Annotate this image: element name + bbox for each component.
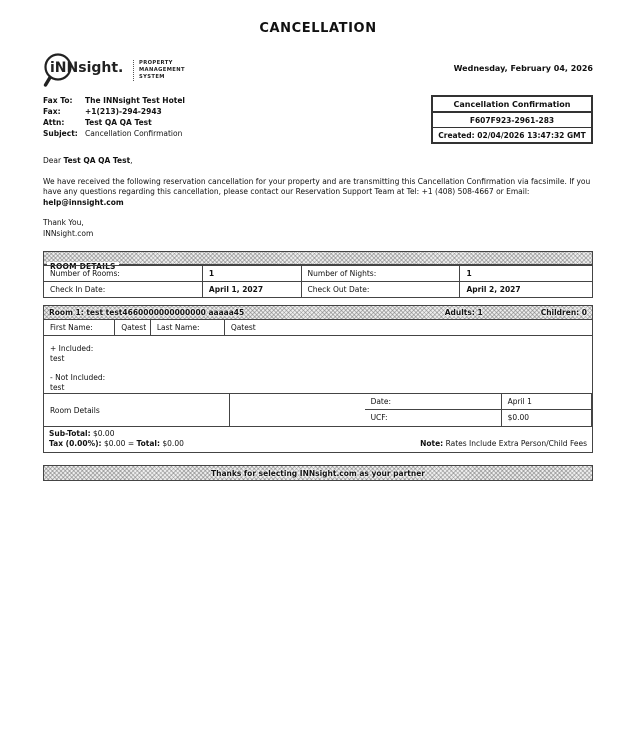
check-in-date-value: April 1, 2027 xyxy=(203,281,302,297)
logo-brand-text: iNNsight. xyxy=(50,60,124,76)
document-title: CANCELLATION xyxy=(259,21,377,36)
tagline-line-2: MANAGEMENT xyxy=(139,66,185,73)
logo-tagline xyxy=(133,60,185,81)
tagline-line-3: SYSTEM xyxy=(139,73,165,80)
included-label: + Included: xyxy=(50,344,94,353)
equals-sign: = xyxy=(127,439,135,448)
attn-value: Test QA QA Test xyxy=(85,118,152,127)
totals-block xyxy=(49,429,184,449)
room-1-title: Room 1: test test4660000000000000 aaaaa45 xyxy=(49,308,245,317)
room-charges-grid xyxy=(43,394,593,427)
note-text: Rates Include Extra Person/Child Fees xyxy=(445,438,587,448)
check-out-date-value: April 2, 2027 xyxy=(460,281,592,297)
not-included-label: - Not Included: xyxy=(50,373,106,382)
footer-text: Thanks for selecting INNsight.com as your partner xyxy=(211,468,425,478)
fax-and-confirmation-row xyxy=(43,95,593,144)
room-1-header-band xyxy=(43,305,593,320)
letter-body xyxy=(43,156,593,239)
subject-row xyxy=(43,128,185,139)
room-1-adults: Adults: 1 xyxy=(444,308,483,317)
check-out-date-label: Check Out Date: xyxy=(302,281,461,297)
fax-number-row xyxy=(43,106,185,117)
fax-number-label: Fax: xyxy=(43,107,61,116)
attn-label: Attn: xyxy=(43,118,65,127)
confirmation-number: F607F923-2961-283 xyxy=(433,113,591,128)
room-details-section-band xyxy=(43,251,593,271)
subject-label: Subject: xyxy=(43,129,78,138)
tax-label: Tax (0.00%): xyxy=(49,439,102,448)
closing-thanks: Thank You, xyxy=(43,218,84,227)
fax-to-row xyxy=(43,95,185,106)
salutation-line xyxy=(43,156,593,167)
subtotal-line xyxy=(49,429,184,439)
subtotal-value: $0.00 xyxy=(93,429,115,438)
fax-to-value: The INNsight Test Hotel xyxy=(85,96,185,105)
salutation-prefix: Dear xyxy=(43,156,64,165)
innsight-logo-mark xyxy=(43,50,127,90)
room-details-section-title: ROOM DETAILS xyxy=(47,262,119,271)
total-label: Total: xyxy=(136,439,160,448)
room-details-table xyxy=(43,265,593,298)
tax-value: $0.00 xyxy=(103,439,126,448)
innsight-logo xyxy=(43,50,185,90)
rates-note xyxy=(420,439,587,450)
date-value: April 1 xyxy=(502,394,592,410)
fax-to-label: Fax To: xyxy=(43,96,73,105)
subtotal-label: Sub-Total: xyxy=(49,429,91,438)
magnifier-logo-icon xyxy=(43,50,127,90)
tagline-line-1: PROPERTY xyxy=(139,59,173,66)
letter-paragraph xyxy=(43,177,593,209)
closing-brand: INNsight.com xyxy=(43,228,94,238)
number-of-nights-label: Number of Nights: xyxy=(302,265,461,281)
last-name-value: Qatest xyxy=(230,323,256,332)
attn-row xyxy=(43,117,185,128)
header-row xyxy=(43,50,593,90)
document-body xyxy=(43,0,593,481)
not-included-value: test xyxy=(50,383,65,392)
letter-paragraph-text: We have received the following reservation cancellation for your property and are transmitting this Cancellation Confirmation via facsimile. If you have any questions regarding this cancellation, please contact our Reservation Support Team at Tel: +1 (408) 508-4667 or Email: xyxy=(43,176,591,196)
number-of-rooms-value: 1 xyxy=(203,265,302,281)
subject-value: Cancellation Confirmation xyxy=(85,129,183,138)
document-date: Wednesday, February 04, 2026 xyxy=(453,64,593,73)
confirmation-box-title: Cancellation Confirmation xyxy=(433,97,591,113)
salutation-suffix: , xyxy=(130,156,133,165)
total-value: $0.00 xyxy=(162,439,184,448)
fax-number-value: +1(213)-294-2943 xyxy=(85,107,162,116)
ucf-label: UCF: xyxy=(365,410,502,426)
last-name-label: Last Name: xyxy=(151,320,225,335)
included-notes-cell xyxy=(43,336,593,394)
room-1-children: Children: 0 xyxy=(540,308,587,317)
confirmation-box xyxy=(431,95,593,144)
included-gap xyxy=(50,364,586,373)
check-in-date-label: Check In Date: xyxy=(44,281,203,297)
confirmation-created: Created: 02/04/2026 13:47:32 GMT xyxy=(438,130,586,140)
number-of-rooms-label: Number of Rooms: xyxy=(44,265,203,281)
footer-band xyxy=(43,465,593,481)
charges-empty-cell xyxy=(230,394,364,426)
ucf-value: $0.00 xyxy=(502,410,592,426)
note-label: Note: xyxy=(420,438,444,448)
first-name-label: First Name: xyxy=(44,320,115,335)
date-label: Date: xyxy=(365,394,502,410)
salutation-name: Test QA QA Test xyxy=(63,156,131,165)
closing-block xyxy=(43,218,593,239)
guest-name-row xyxy=(43,320,593,336)
included-value: test xyxy=(50,354,65,363)
first-name-value: Qatest xyxy=(115,320,151,335)
room-details-cell: Room Details xyxy=(44,394,230,426)
number-of-nights-value: 1 xyxy=(460,265,592,281)
tax-total-line xyxy=(49,439,184,449)
totals-row xyxy=(43,427,593,453)
fax-info-block xyxy=(43,95,185,139)
support-email: help@innsight.com xyxy=(43,197,124,207)
